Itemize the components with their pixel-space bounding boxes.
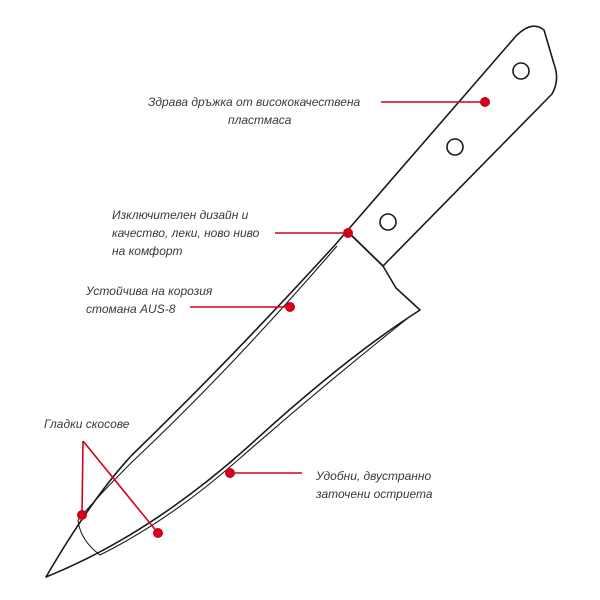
blade-tip-line — [78, 520, 100, 555]
rivet-top — [513, 63, 529, 79]
rivet-bottom — [380, 214, 396, 230]
design-dot — [343, 228, 353, 238]
steel-dot — [285, 302, 295, 312]
design-label: Изключителен дизайн и качество, леки, ново ниво на комфорт — [112, 208, 260, 258]
knife-blade — [46, 231, 420, 577]
edges-dot — [225, 468, 235, 478]
handle-dot — [480, 97, 490, 107]
steel-label: Устойчива на корозия стомана AUS-8 — [86, 284, 213, 316]
bevels-leader-right — [83, 441, 158, 533]
handle-label: Здрава дръжка от висококачествена пластмаса — [148, 95, 361, 127]
knife-handle — [347, 26, 557, 266]
bevels-leader-left — [82, 441, 83, 515]
knife-bolster — [347, 231, 383, 266]
rivet-middle — [447, 139, 463, 155]
bevels-label: Гладки скосове — [44, 417, 130, 431]
bevels-dot-right — [153, 528, 163, 538]
bevels-dot-left — [77, 510, 87, 520]
edges-label: Удобни, двустранно заточени остриета — [316, 469, 433, 501]
